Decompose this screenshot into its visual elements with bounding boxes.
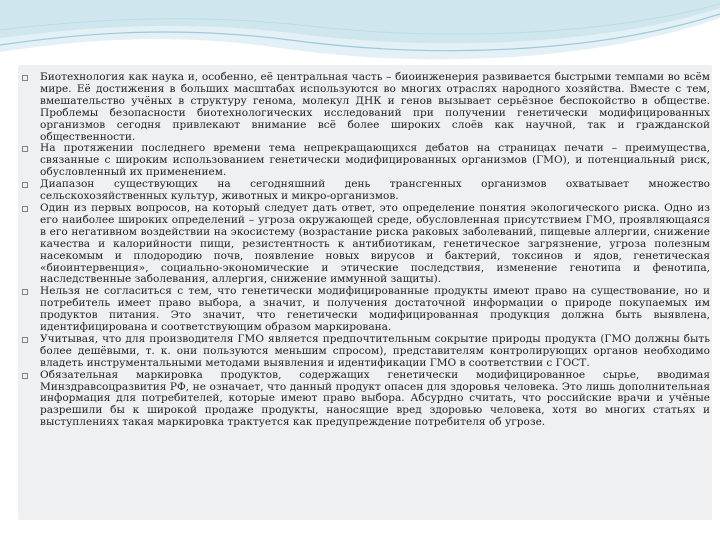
bullet-square-icon <box>22 373 28 379</box>
bullet-text: Биотехнология как наука и, особенно, её центральная часть – биоинженерия развивается быстрыми темпами во всём мире. Её достижения в больших масштабах используются во многих отраслях народного хозяйства. Вместе с тем, вмешательство учёных в структуру генома, молекул ДНК и генов вызывает серьёзное беспокойство в обществе. Проблемы безопасности биотехнологических исследований при получении генетически модифицированных организмов сегодня привлекают внимание всё более широких слоёв как научной, так и гражданской общественности. <box>40 71 710 143</box>
bullet-square-icon <box>22 206 28 212</box>
bullet-item-6 <box>30 334 710 370</box>
bullet-square-icon <box>22 289 28 295</box>
bullet-item-1 <box>30 72 710 143</box>
bullet-text: Учитывая, что для производителя ГМО является предпочтительным сокрытие природы продукта (ГМО должны быть более дешёвыми, т. к. они пользуются меньшим спросом), представителям контролирующих органов необходимо владеть инструментальными методами выявления и идентификации ГМО в соответствии с ГОСТ. <box>40 332 710 369</box>
bullet-item-2 <box>30 143 710 179</box>
bullet-text: Один из первых вопросов, на который следует дать ответ, это определение понятия экологического риска. Одно из его наиболее широких определений – угроза окружающей среде, обусловленная присутствием ГМО, проявляющаяся в его негативном воздействии на экосистему (возрастание риска раковых заболеваний, пищевые аллергии, снижение качества и калорийности пищи, резистентность к антибиотикам, генетическое загрязнение, угроза полезным насекомым и плодородию почв, появление новых вирусов и бактерий, токсинов и ядов, генетическая «биоинтервенция», социально-экономические и этические последствия, изменение генотипа и фенотипа, наследственные заболевания, аллергия, снижение иммунной защиты). <box>40 201 710 286</box>
bullet-square-icon <box>22 182 28 188</box>
bullet-text: Нельзя не согласиться с тем, что генетически модифицированные продукты имеют право на существование, но и потребитель имеет право выбора, а значит, и получения достаточной информации о природе покупаемых им продуктов питания. Это значит, что генетически модифицированная продукция должна быть выявлена, идентифицирована и соответствующим образом маркирована. <box>40 285 710 334</box>
bullet-item-5 <box>30 286 710 334</box>
bullet-item-7 <box>30 370 710 430</box>
bullet-text: Обязательная маркировка продуктов, содержащих генетически модифицированное сырье, вводимая Минздравсоцразвития РФ, не означает, что данный продукт опасен для здоровья человека. Это лишь дополнительная информация для потребителей, которые имеют право выбора. Абсурдно считать, что российские врачи и учёные разрешили бы к широкой продаже продукты, наносящие вред здоровью человека, хотя во многих статьях и выступлениях такая маркировка трактуется как предупреждение потребителя об угрозе. <box>40 368 710 429</box>
bullet-list <box>30 72 710 429</box>
bullet-item-4 <box>30 203 710 286</box>
bullet-square-icon <box>22 146 28 152</box>
bullet-text: На протяжении последнего времени тема непрекращающихся дебатов на страницах печати – преимущества, связанные с широким использованием генетически модифицированных организмов (ГМО), и потенциальный риск, обусловленный их применением. <box>40 142 710 179</box>
bullet-item-3 <box>30 179 710 203</box>
bullet-text: Диапазон существующих на сегодняшний день трансгенных организмов охватывает множество сельскохозяйственных культур, животных и микро-организмов. <box>40 178 710 203</box>
bullet-square-icon <box>22 75 28 81</box>
bullet-square-icon <box>22 337 28 343</box>
